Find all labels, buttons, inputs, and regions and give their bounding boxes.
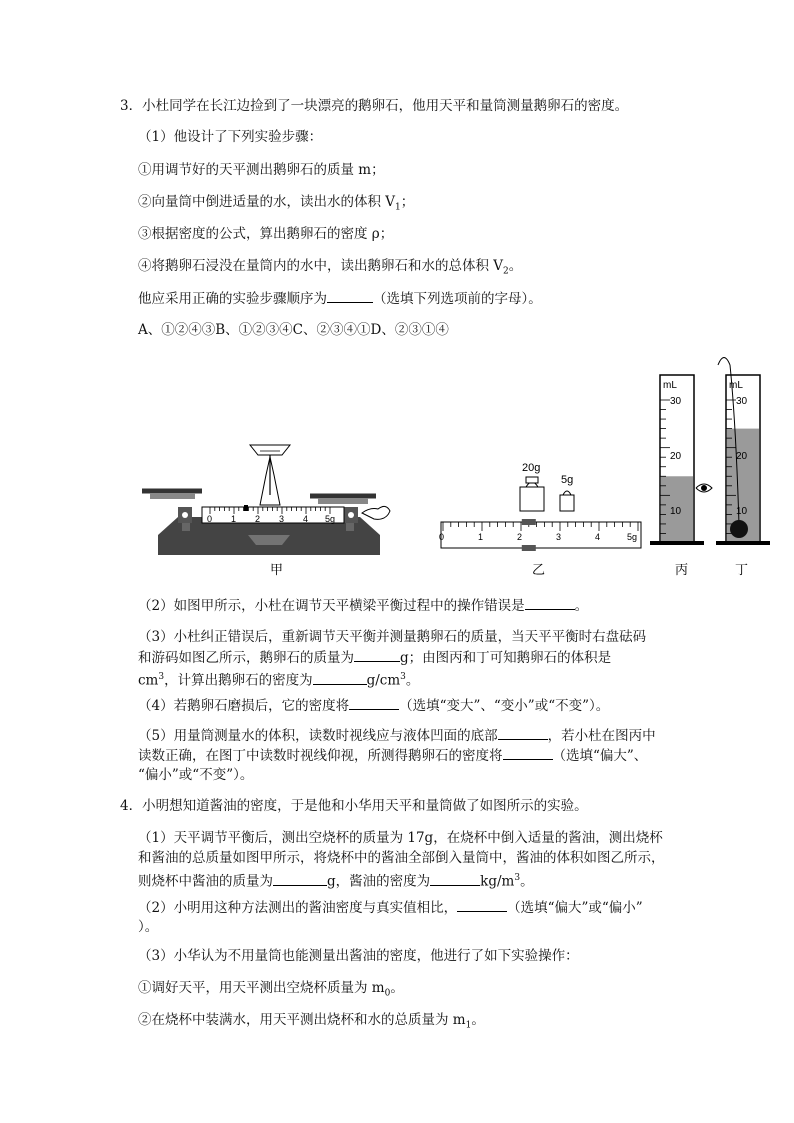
q3-part3-line2: 和游码如图乙所示，鹅卵石的质量为 g；由图丙和丁可知鹅卵石的体积是 — [138, 647, 611, 668]
cylinder-ding — [716, 358, 770, 544]
q4-part2-line1: （2）小明用这种方法测出的酱油密度与真实值相比， （选填“偏大”或“偏小” — [138, 897, 643, 918]
q3-part5-line1: （5）用量筒测量水的体积，读数时视线应与液体凹面的底部 ，若小杜在图丙中 — [138, 725, 656, 746]
answer-blank[interactable] — [273, 871, 327, 886]
balance-tick-label: 3 — [279, 514, 285, 524]
rider-bottom — [522, 545, 536, 551]
q4-part1-line1: （1）天平调节平衡后，测出空烧杯的质量为 17g，在烧杯中倒入适量的酱油，测出烧杯 — [138, 830, 663, 846]
pebble — [730, 520, 748, 538]
beam-scale — [202, 507, 344, 523]
q4-stem: 4．小明想知道酱油的密度，于是他和小华用天平和量筒做了如图所示的实验。 — [120, 798, 588, 814]
pointer-scale — [250, 445, 290, 455]
rider-tick-label: 2 — [517, 532, 523, 542]
q4-part3: （3）小华认为不用量筒也能测量出酱油的密度，他进行了如下实验操作： — [138, 948, 579, 964]
q4-step2: ②在烧杯中装满水，用天平测出烧杯和水的总质量为 $m_1$。 — [138, 1012, 485, 1031]
answer-blank[interactable] — [525, 595, 575, 610]
rider — [244, 505, 248, 511]
q3-order-question: 他应采用正确的实验步骤顺序为 （选填下列选项前的字母）。 — [138, 288, 542, 309]
balance-tick-label: 1 — [231, 514, 237, 524]
q3-step3: ③根据密度的公式，算出鹅卵石的密度 ρ； — [138, 226, 394, 242]
q4-part1-line3: 则烧杯中酱油的质量为 g，酱油的密度为 $kg/m^3$。 — [138, 868, 534, 892]
label-yi: 乙 — [532, 562, 546, 577]
experiment-figure — [130, 345, 780, 590]
cylinder-ding-tick: 30 — [736, 396, 748, 407]
q4-part2-line2: ）。 — [138, 919, 159, 935]
weights-yi — [439, 462, 641, 551]
balance-tick-label: 0 — [207, 514, 213, 524]
rider-tick-label: 3 — [556, 532, 562, 542]
q3-part5-line3: “偏小”或“不变”）。 — [138, 767, 254, 783]
q4-step1: ①调好天平，用天平测出空烧杯质量为 $m_0$。 — [138, 980, 404, 999]
label-jia: 甲 — [270, 562, 284, 577]
q3-part3-line1: （3）小杜纠正错误后，重新调节天平衡并测量鹅卵石的质量，当天平平衡时右盘砝码 — [138, 629, 647, 645]
q3-step4: ④将鹅卵石浸没在量筒内的水中，读出鹅卵石和水的总体积 $V_2$。 — [138, 258, 523, 277]
answer-blank[interactable] — [327, 288, 373, 303]
label-ding: 丁 — [735, 562, 749, 577]
rider-tick-label: 5g — [627, 532, 638, 542]
q3-part2: （2）如图甲所示，小杜在调节天平横梁平衡过程中的操作错误是 。 — [138, 595, 588, 616]
cylinder-bing-unit: mL — [663, 380, 677, 391]
rider-top — [522, 519, 536, 525]
answer-blank[interactable] — [457, 897, 507, 912]
cylinder-ding-unit: mL — [729, 380, 743, 391]
rider-tick-label: 4 — [595, 532, 601, 542]
q3-step1: ①用调节好的天平测出鹅卵石的质量 m； — [138, 162, 385, 178]
label-bing: 丙 — [675, 562, 689, 577]
rider-scale — [441, 522, 641, 548]
balance-tick-label: 5g — [325, 514, 336, 524]
answer-blank[interactable] — [503, 745, 553, 760]
cylinder-bing-tick: 20 — [670, 451, 682, 462]
balance-tick-label: 4 — [303, 514, 309, 524]
answer-blank[interactable] — [430, 871, 480, 886]
hand-icon — [362, 506, 390, 519]
cylinder-bing — [650, 375, 712, 543]
q3-part4: （4）若鹅卵石磨损后，它的密度将 （选填“变大”、“变小”或“不变”）。 — [138, 695, 609, 716]
q4-part1-line2: 和酱油的总质量如图甲所示，将烧杯中的酱油全部倒入量筒中，酱油的体积如图乙所示， — [138, 850, 665, 866]
balance-jia — [142, 445, 390, 555]
answer-blank[interactable] — [313, 670, 367, 685]
weight-5g-label: 5g — [561, 474, 574, 486]
cylinder-ding-tick: 20 — [736, 451, 748, 462]
rider-tick-label: 0 — [439, 532, 445, 542]
q3-stem: 3．小杜同学在长江边捡到了一块漂亮的鹅卵石，他用天平和量筒测量鹅卵石的密度。 — [120, 98, 629, 114]
cylinder-bing-tick: 10 — [670, 506, 682, 517]
q3-part1-intro: （1）他设计了下列实验步骤： — [138, 129, 323, 145]
weight-20g-label: 20g — [522, 462, 541, 474]
q3-step2: ②向量筒中倒进适量的水，读出水的体积 $V_1$； — [138, 194, 415, 213]
balance-tick-label: 2 — [255, 514, 261, 524]
q3-part5-line2: 读数正确，在图丁中读数时视线仰视，所测得鹅卵石的密度将 （选填“偏大”、 — [138, 745, 647, 766]
cylinder-ding-tick: 10 — [736, 506, 748, 517]
q3-options: A、①②④③B、①②③④C、②③④①D、②③①④ — [138, 322, 449, 338]
weight-5g — [560, 495, 574, 511]
answer-blank[interactable] — [349, 695, 399, 710]
q3-part3-line3: $cm^3$，计算出鹅卵石的密度为 $g/cm^3$。 — [138, 667, 419, 691]
cylinder-bing-tick: 30 — [670, 396, 682, 407]
answer-blank[interactable] — [354, 647, 400, 662]
rider-tick-label: 1 — [478, 532, 484, 542]
answer-blank[interactable] — [498, 725, 548, 740]
weight-20g — [520, 487, 544, 511]
